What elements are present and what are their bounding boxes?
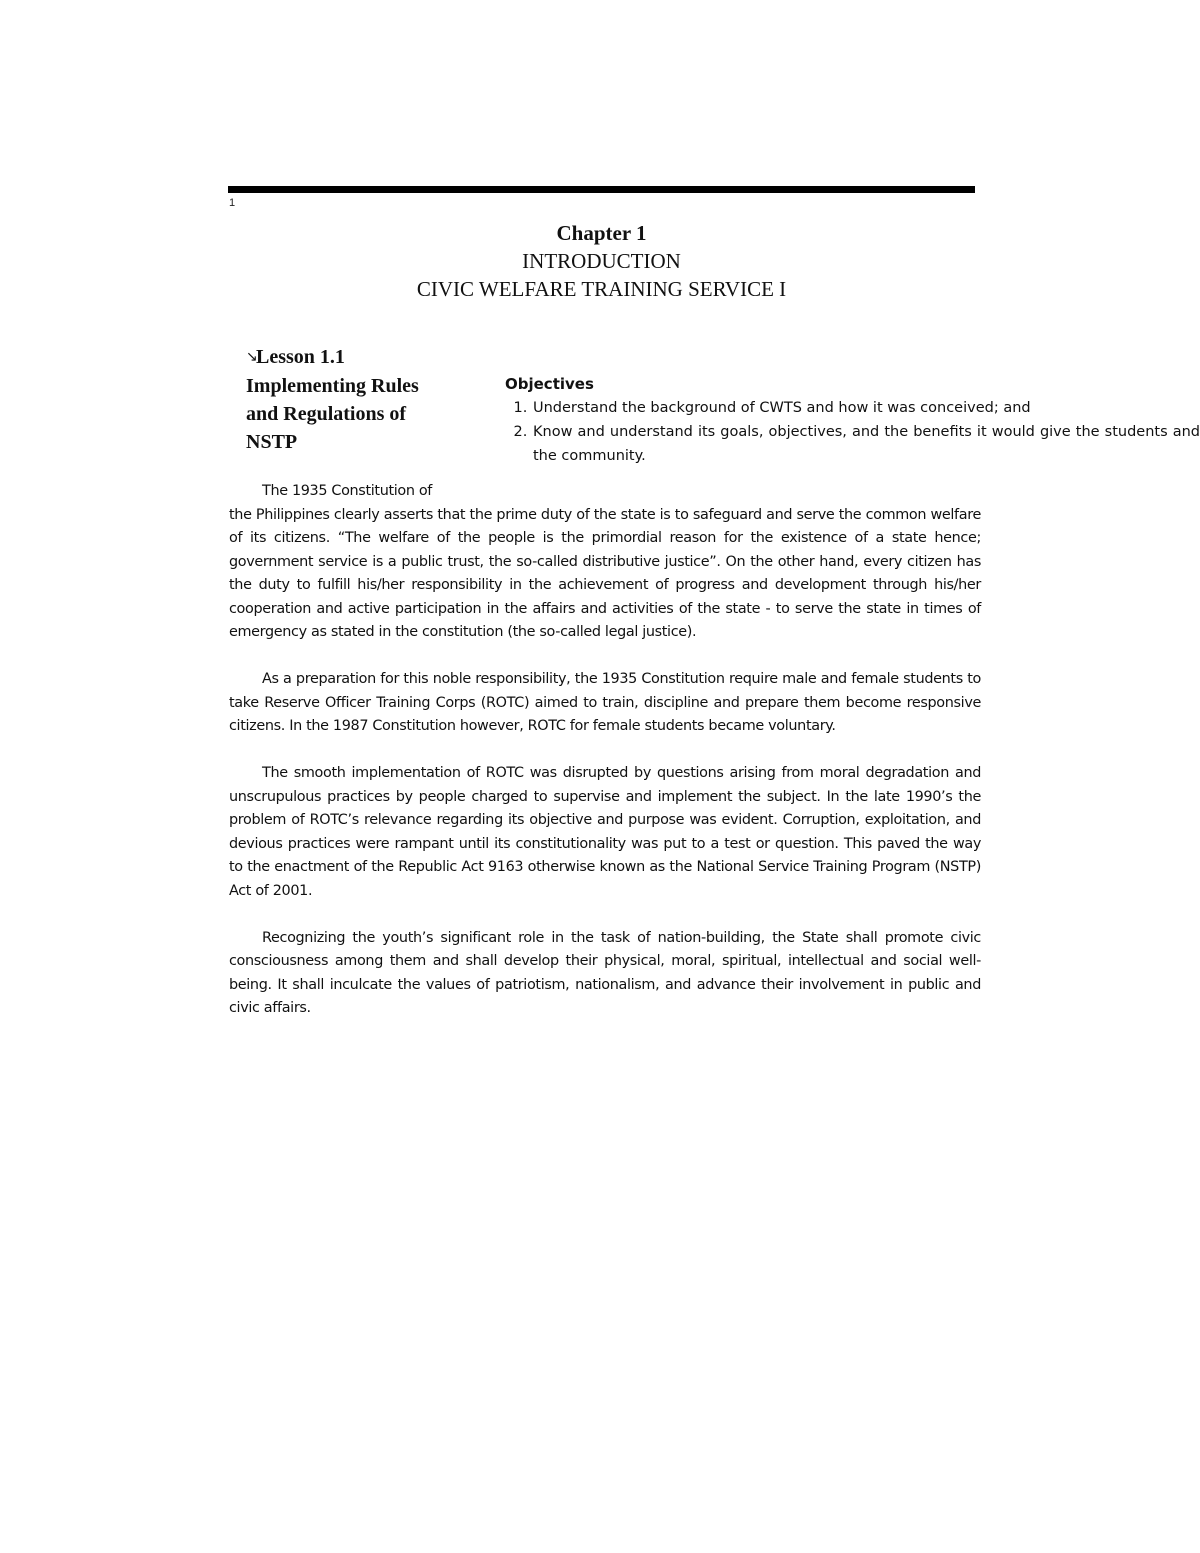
lesson-number: Lesson 1.1 xyxy=(256,346,345,368)
objective-item: 2. Know and understand its goals, objectives, and the benefits it would give the students and the community. xyxy=(532,420,1200,468)
paragraph-continuation: the Philippines clearly asserts that the prime duty of the state is to safeguard and serve the common welfare of its citizens. “The welfare of the people is the primordial reason for the existence of a state hence; government service is a public trust, the so-called distributive justice”. On the other hand, every citizen has the duty to fulfill his/her responsibility in the achievement of progress and development through his/her cooperation and active participation in the affairs and activities of the state - to serve the state in times of emergency as stated in the constitution (the so-called legal justice). xyxy=(229,506,981,640)
chapter-title: INTRODUCTION xyxy=(522,249,681,273)
objectives-section xyxy=(505,372,1200,468)
lesson-title-line-2: and Regulations of xyxy=(246,403,407,425)
chapter-heading xyxy=(228,219,975,303)
objectives-list xyxy=(505,396,1200,468)
lesson-marker-icon: ↘ xyxy=(246,350,258,365)
body-text xyxy=(229,480,981,1044)
paragraph xyxy=(229,480,981,645)
page-number: 1 xyxy=(229,197,236,209)
objectives-heading: Objectives xyxy=(505,375,594,393)
paragraph: The smooth implementation of ROTC was disrupted by questions arising from moral degradation and unscrupulous practices by people charged to supervise and implement the subject. In the late 1990’s the problem of ROTC’s relevance regarding its objective and purpose was evident. Corruption, exploitation, and devious practices were rampant until its constitutionality was put to a test or question. This paved the way to the enactment of the Republic Act 9163 otherwise known as the National Service Training Program (NSTP) Act of 2001. xyxy=(229,765,981,899)
header-rule xyxy=(228,186,975,193)
lesson-heading xyxy=(246,343,476,456)
chapter-subtitle: CIVIC WELFARE TRAINING SERVICE I xyxy=(416,277,787,301)
chapter-label: Chapter 1 xyxy=(556,221,647,245)
paragraph-first-line: The 1935 Constitution of xyxy=(262,483,433,499)
paragraph: As a preparation for this noble responsibility, the 1935 Constitution require male and female students to take Reserve Officer Training Corps (ROTC) aimed to train, discipline and prepare them become responsive citizens. In the 1987 Constitution however, ROTC for female students became voluntary. xyxy=(229,671,981,734)
objective-item: 1. Understand the background of CWTS and how it was conceived; and xyxy=(532,396,1200,420)
paragraph: Recognizing the youth’s significant role in the task of nation-building, the State shall promote civic consciousness among them and shall develop their physical, moral, spiritual, intellectual and social well-being. It shall inculcate the values of patriotism, nationalism, and advance their involvement in public and civic affairs. xyxy=(229,929,981,1016)
lesson-title-line-1: Implementing Rules xyxy=(246,375,419,397)
lesson-title-line-3: NSTP xyxy=(246,431,298,453)
